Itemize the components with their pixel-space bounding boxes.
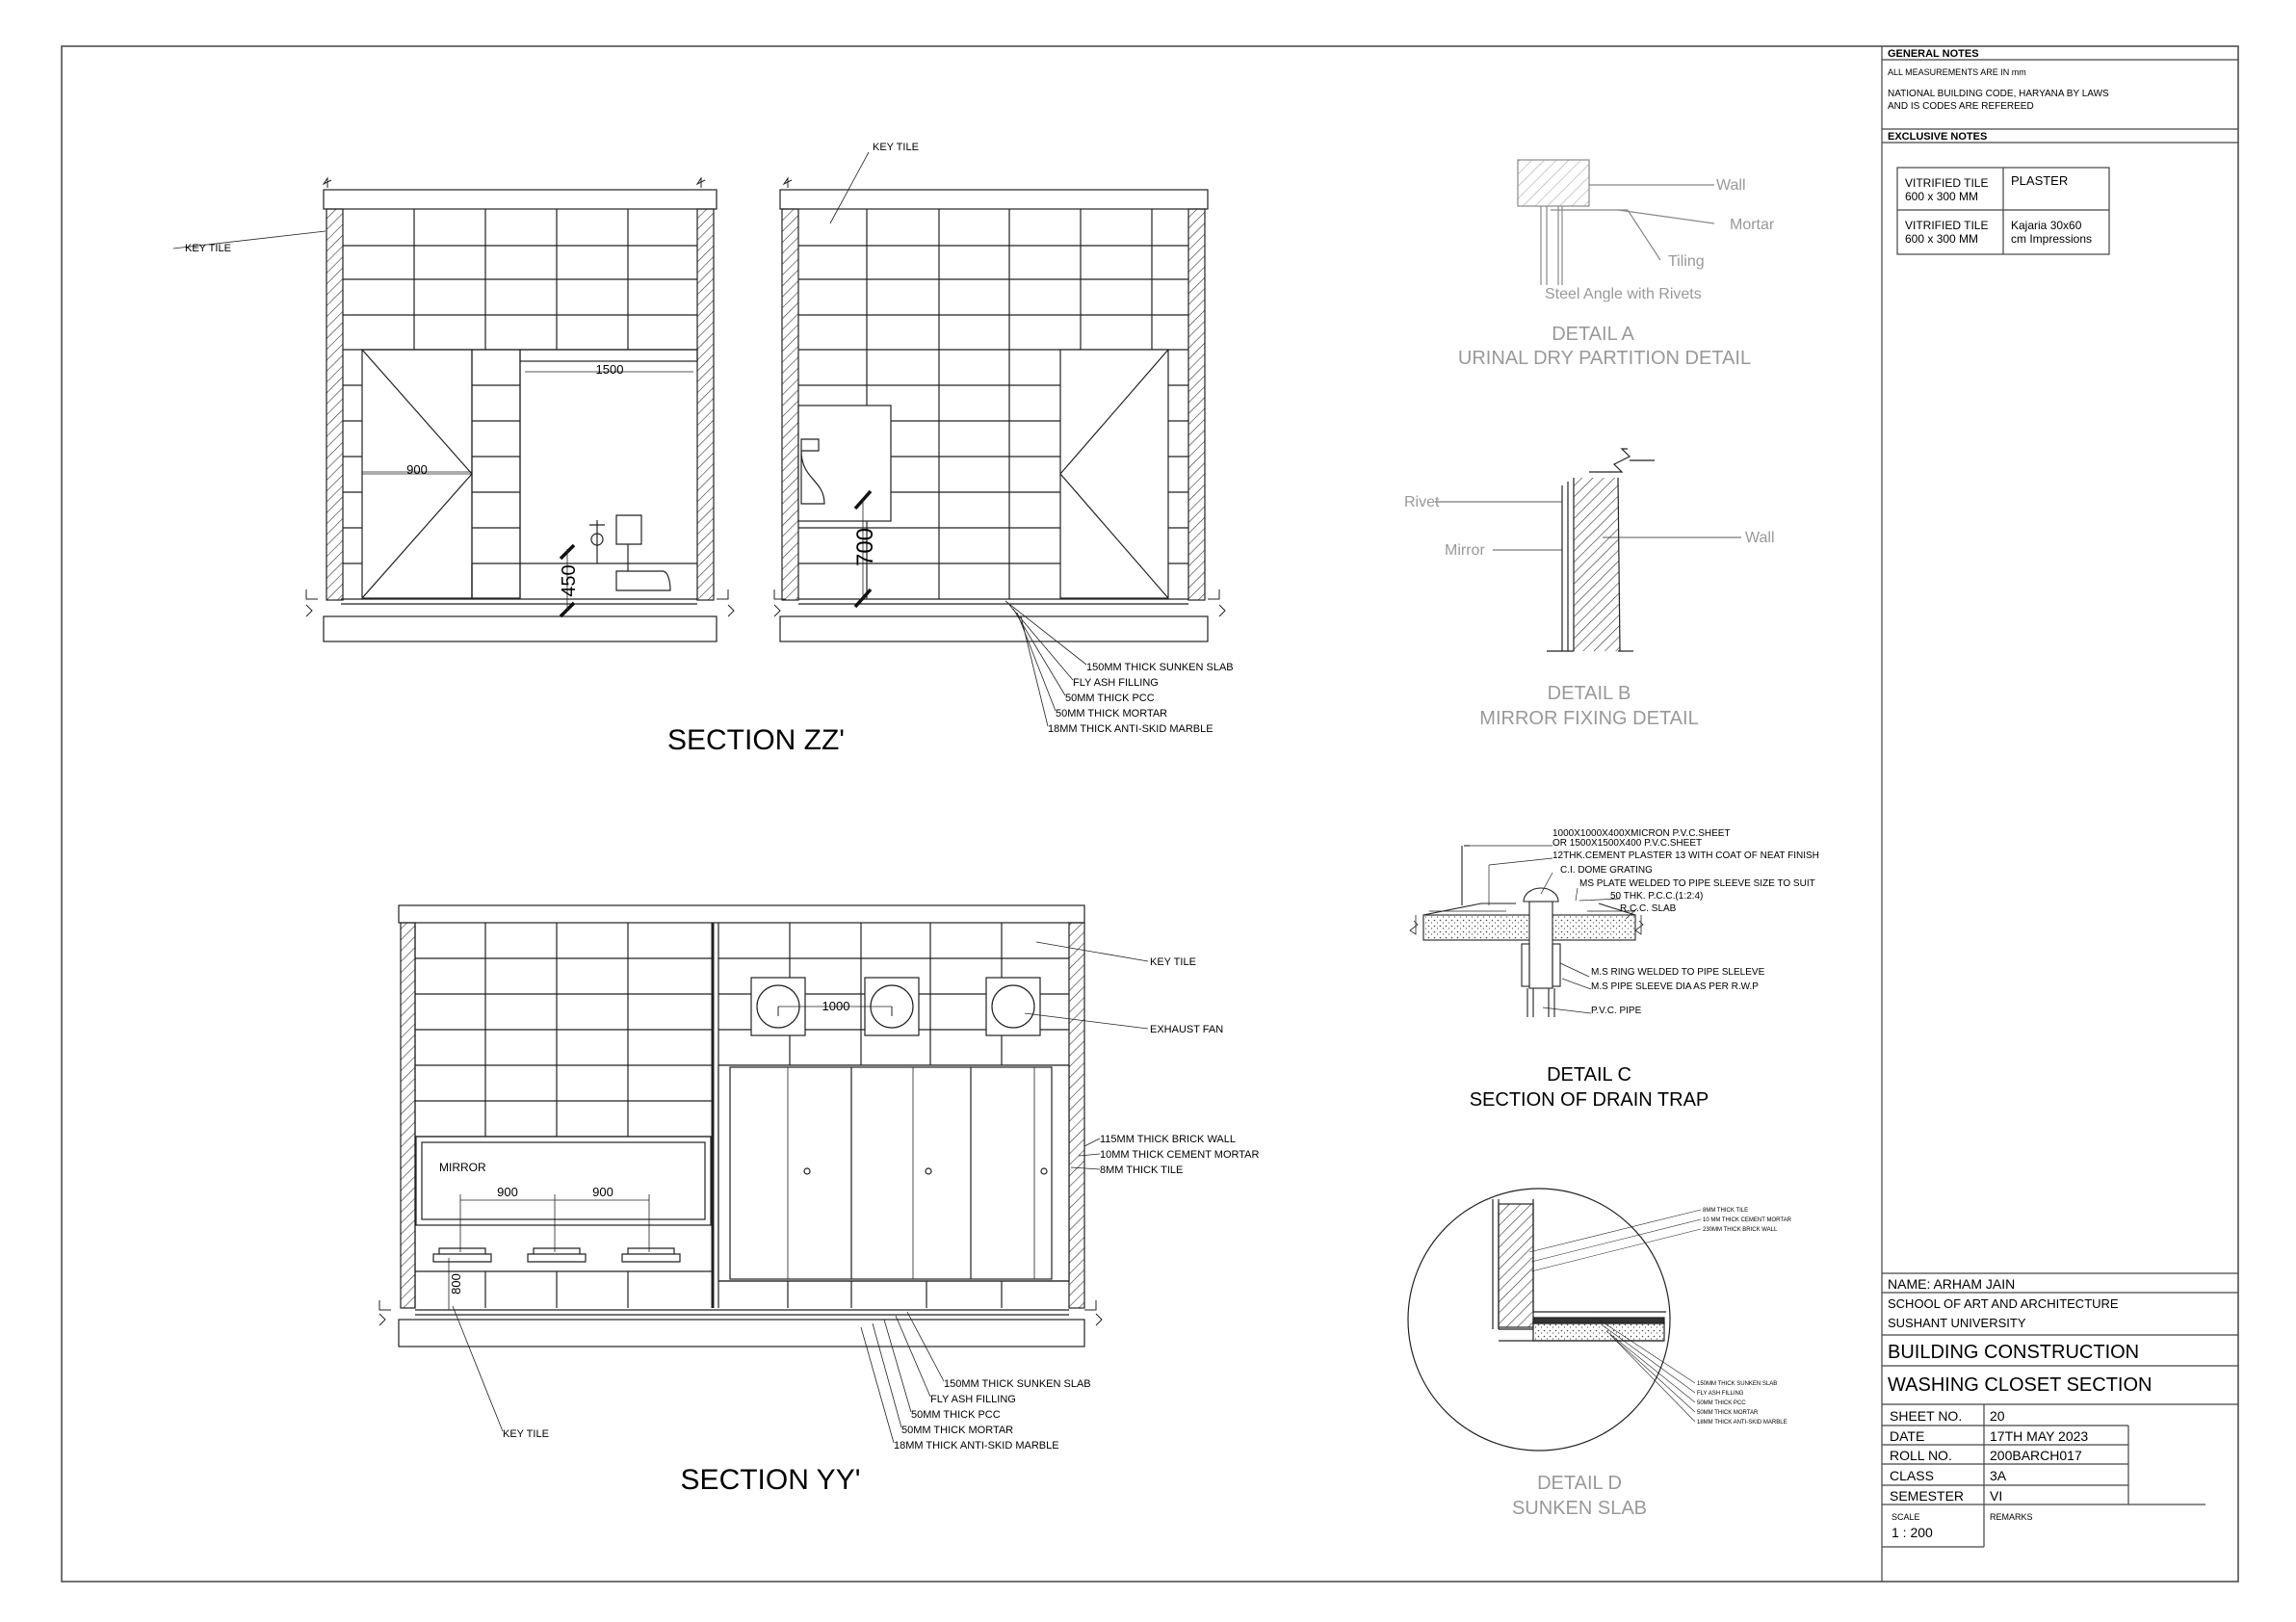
leader-key-tile-right xyxy=(830,152,869,223)
material-row-2-a2: 600 x 300 MM xyxy=(1905,232,1979,246)
detail-d-wall-1: 8MM THICK TILE xyxy=(1703,1208,1749,1214)
detail-c-label-4: C.I. DOME GRATING xyxy=(1560,865,1653,876)
detail-c-label-8: M.S RING WELDED TO PIPE SLELEVE xyxy=(1591,967,1765,978)
key-tile-right-label: KEY TILE xyxy=(873,142,919,153)
detail-b-drawing xyxy=(1547,449,1655,651)
zz-layer-3: 50MM THICK PCC xyxy=(1065,693,1155,704)
yy-floor-layer-2: FLY ASH FILLING xyxy=(930,1394,1016,1405)
yy-floor-layer-4: 50MM THICK MORTAR xyxy=(901,1425,1014,1436)
detail-b-wall: Wall xyxy=(1745,530,1775,546)
detail-d-wall-3: 230MM THICK BRICK WALL xyxy=(1703,1227,1778,1233)
zz-layer-2: FLY ASH FILLING xyxy=(1073,677,1159,689)
detail-c-label-10: P.V.C. PIPE xyxy=(1591,1006,1642,1016)
section-zz-title: SECTION ZZ' xyxy=(666,724,846,756)
detail-d-wall-2: 10 MM THICK CEMENT MORTAR xyxy=(1703,1217,1791,1223)
zz-layer-5: 18MM THICK ANTI-SKID MARBLE xyxy=(1048,723,1213,735)
key-tile-yy-bottom: KEY TILE xyxy=(503,1428,549,1440)
dim-1500: 1500 xyxy=(595,362,624,377)
detail-b-mirror: Mirror xyxy=(1445,542,1485,559)
key-tile-yy-top: KEY TILE xyxy=(1150,956,1196,968)
detail-b-rivet: Rivet xyxy=(1404,494,1440,510)
general-note-1: ALL MEASUREMENTS ARE IN mm xyxy=(1888,67,2026,77)
detail-c-label-9: M.S PIPE SLEEVE DIA AS PER R.W.P xyxy=(1591,981,1759,992)
leader-key-tile-yy-bottom xyxy=(453,1306,503,1431)
detail-d-floor-1: 150MM THICK SUNKEN SLAB xyxy=(1697,1381,1778,1387)
yy-floor-layer-1: 150MM THICK SUNKEN SLAB xyxy=(944,1378,1091,1390)
section-yy-title: SECTION YY' xyxy=(680,1464,861,1496)
general-note-2b: AND IS CODES ARE REFEREED xyxy=(1888,101,2034,112)
detail-d-title: DETAIL D xyxy=(1537,1473,1622,1494)
material-row-2-b1: Kajaria 30x60 xyxy=(2011,219,2082,232)
detail-d-floor-3: 50MM THICK PCC xyxy=(1697,1400,1746,1406)
detail-b-subtitle: MIRROR FIXING DETAIL xyxy=(1479,708,1699,729)
detail-a-subtitle: URINAL DRY PARTITION DETAIL xyxy=(1457,348,1752,369)
key-tile-left-label: KEY TILE xyxy=(185,243,231,254)
remarks-label: REMARKS xyxy=(1990,1512,2033,1522)
leader-exhaust-fan xyxy=(1025,1013,1148,1029)
detail-a-wall: Wall xyxy=(1716,177,1746,194)
general-notes-heading: GENERAL NOTES xyxy=(1888,48,1979,60)
material-row-2-a1: VITRIFIED TILE xyxy=(1905,219,1989,232)
zz-layer-1: 150MM THICK SUNKEN SLAB xyxy=(1086,662,1234,673)
yy-floor-leaders xyxy=(861,1312,944,1443)
info-value-date: 17TH MAY 2023 xyxy=(1990,1428,2089,1444)
detail-c-title: DETAIL C xyxy=(1547,1064,1631,1086)
exclusive-notes-heading: EXCLUSIVE NOTES xyxy=(1888,131,1988,143)
detail-a-angle: Steel Angle with Rivets xyxy=(1545,286,1702,302)
dim-900-yy-b: 900 xyxy=(592,1185,613,1199)
detail-a-title: DETAIL A xyxy=(1552,324,1634,345)
detail-d-floor-5: 18MM THICK ANTI-SKID MARBLE xyxy=(1697,1420,1787,1426)
yy-wall-layer-1: 115MM THICK BRICK WALL xyxy=(1100,1134,1236,1145)
dim-800: 800 xyxy=(449,1273,463,1295)
yy-wall-layer-3: 8MM THICK TILE xyxy=(1100,1164,1184,1176)
material-row-1-b1: PLASTER xyxy=(2011,173,2069,188)
detail-d-floor-4: 50MM THICK MORTAR xyxy=(1697,1410,1759,1416)
dim-1000: 1000 xyxy=(822,999,850,1013)
detail-c-label-6: 50 THK. P.C.C.(1:2:4) xyxy=(1610,891,1704,902)
detail-c-label-5: MS PLATE WELDED TO PIPE SLEEVE SIZE TO SUIT xyxy=(1579,878,1815,889)
detail-a-mortar: Mortar xyxy=(1730,217,1775,233)
detail-c-label-2: OR 1500X1500X400 P.V.C.SHEET xyxy=(1552,838,1703,849)
material-row-1-a2: 600 x 300 MM xyxy=(1905,190,1979,203)
detail-c-label-1: 1000X1000X400XMICRON P.V.C.SHEET xyxy=(1552,828,1731,839)
info-label-date: DATE xyxy=(1890,1428,1925,1444)
info-value-class: 3A xyxy=(1990,1468,2007,1483)
detail-d-floor-2: FLY ASH FILLING xyxy=(1697,1391,1744,1397)
detail-b-title: DETAIL B xyxy=(1547,683,1631,704)
general-note-2a: NATIONAL BUILDING CODE, HARYANA BY LAWS xyxy=(1888,89,2109,99)
student-name: NAME: ARHAM JAIN xyxy=(1888,1276,2016,1292)
yy-floor-layer-5: 18MM THICK ANTI-SKID MARBLE xyxy=(894,1440,1059,1452)
yy-wall-layer-2: 10MM THICK CEMENT MORTAR xyxy=(1100,1149,1260,1161)
yy-floor-layer-3: 50MM THICK PCC xyxy=(911,1409,1001,1421)
detail-d-drawing xyxy=(1408,1189,1670,1451)
dim-900-zz: 900 xyxy=(406,462,428,477)
scale-value: 1 : 200 xyxy=(1892,1525,1933,1540)
university-name: SUSHANT UNIVERSITY xyxy=(1888,1316,2026,1330)
info-label-semester: SEMESTER xyxy=(1890,1488,1965,1504)
info-value-roll-no: 200BARCH017 xyxy=(1990,1448,2082,1463)
dim-700: 700 xyxy=(852,527,878,567)
material-row-1-a1: VITRIFIED TILE xyxy=(1905,176,1989,190)
info-label-sheet-no: SHEET NO. xyxy=(1890,1408,1963,1424)
info-label-roll-no: ROLL NO. xyxy=(1890,1448,1952,1463)
dim-450: 450 xyxy=(559,564,580,597)
sheet-title: WASHING CLOSET SECTION xyxy=(1888,1374,2152,1396)
material-row-2-b2: cm Impressions xyxy=(2011,232,2093,246)
dim-900-yy-a: 900 xyxy=(497,1185,518,1199)
detail-d-leaders xyxy=(1529,1210,1701,1422)
scale-label: SCALE xyxy=(1892,1512,1920,1522)
detail-c-subtitle: SECTION OF DRAIN TRAP xyxy=(1469,1089,1709,1111)
detail-c-label-3: 12THK.CEMENT PLASTER 13 WITH COAT OF NEAT FINISH xyxy=(1552,850,1819,861)
subject-title: BUILDING CONSTRUCTION xyxy=(1888,1342,2140,1363)
school-name: SCHOOL OF ART AND ARCHITECTURE xyxy=(1888,1296,2119,1311)
exhaust-fan-label: EXHAUST FAN xyxy=(1150,1024,1224,1035)
section-zz-left-elevation xyxy=(306,178,734,641)
info-value-sheet-no: 20 xyxy=(1990,1408,2005,1424)
detail-a-tiling: Tiling xyxy=(1668,253,1705,270)
section-yy-elevation xyxy=(379,905,1102,1347)
detail-d-subtitle: SUNKEN SLAB xyxy=(1511,1498,1648,1519)
info-label-class: CLASS xyxy=(1890,1468,1934,1483)
mirror-label: MIRROR xyxy=(439,1161,486,1174)
zz-layer-4: 50MM THICK MORTAR xyxy=(1056,708,1168,719)
info-value-semester: VI xyxy=(1990,1488,2003,1504)
detail-c-label-7: R.C.C. SLAB xyxy=(1620,903,1677,914)
section-zz-right-elevation xyxy=(774,178,1225,641)
